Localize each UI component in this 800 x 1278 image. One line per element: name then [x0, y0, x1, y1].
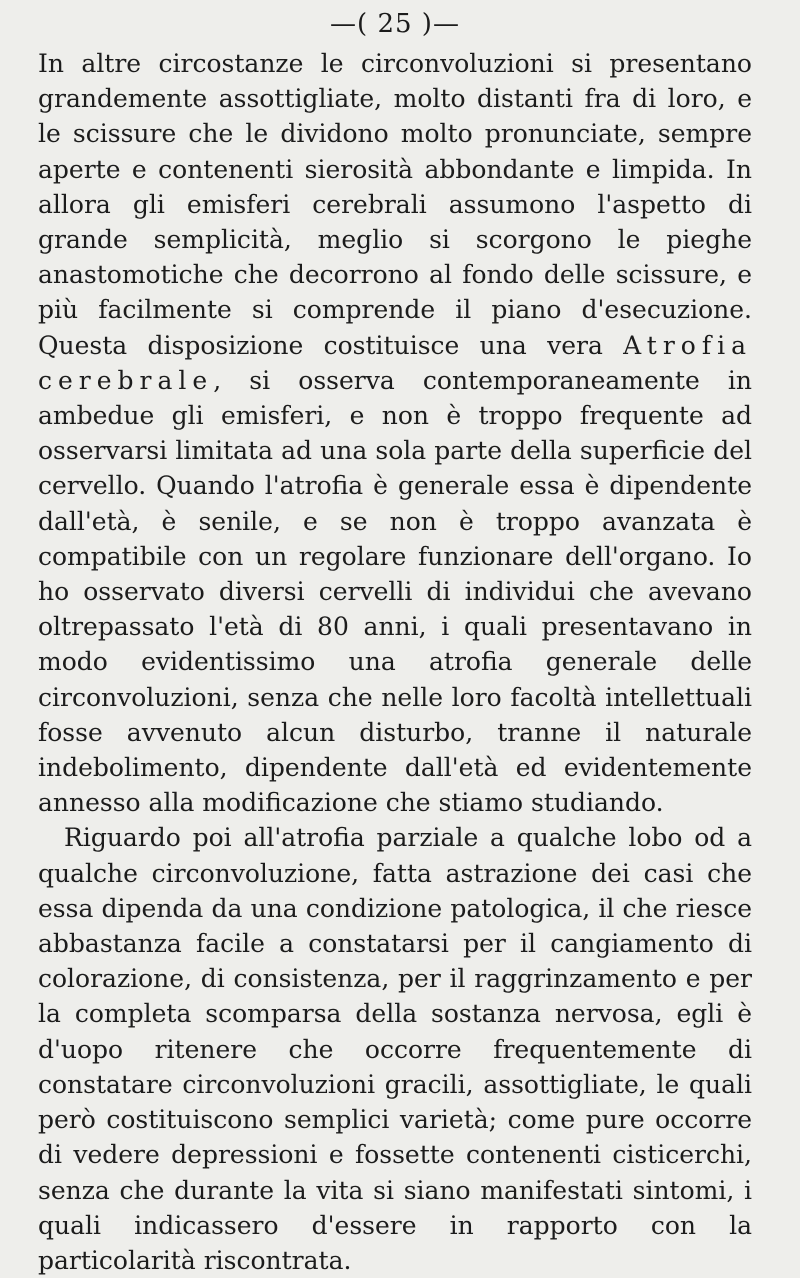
document-page [38, 6, 752, 1278]
paragraph-2: Riguardo poi all'atrofia parziale a qualche lobo od a qualche circonvoluzione, fatta astrazione dei casi che essa dipenda da una condizione patologica, il che riesce abbastanza facile a constatarsi per il cangiamento di colorazione, di consistenza, per il raggrinzamento e per la completa scomparsa della sostanza nervosa, egli è d'uopo ritenere che occorre frequentemente di constatare circonvoluzioni gracili, assottigliate, le quali però costituiscono semplici varietà; come pure occorre di vedere depressioni e fossette contenenti cisticerchi, senza che durante la vita si siano manifestati sintomi, i quali indicassero d'essere in rapporto con la particolarità riscontrata. [38, 823, 752, 1275]
paragraph-1 [38, 46, 752, 820]
paragraph-1-text-before: In altre circostanze le circonvoluzioni si presentano grandemente assottigliate, molto distanti fra di loro, e le scissure che le dividono molto pronunciate, sempre aperte e contenenti sierosità abbondante e limpida. In allora gli emisferi cerebrali assumono l'aspetto di grande semplicità, meglio si scorgono le pieghe anastomotiche che decorrono al fondo delle scissure, e più facilmente si comprende il piano d'esecuzione. Questa disposizione costituisce una vera [38, 49, 752, 360]
body-text [38, 46, 752, 1278]
emphasized-term: Atrofia cerebrale [38, 330, 752, 395]
paragraph-1-text-after: , si osserva contemporaneamente in ambedue gli emisferi, e non è troppo frequente ad osservarsi limitata ad una sola parte della superficie del cervello. Quando l'atrofia è generale essa è dipendente dall'età, è senile, e se non è troppo avanzata è compatibile con un regolare funzionare dell'organo. Io ho osservato diversi cervelli di individui che avevano oltrepassato l'età di 80 anni, i quali presentavano in modo evidentissimo una atrofia generale delle circonvoluzioni, senza che nelle loro facoltà intellettuali fosse avvenuto alcun disturbo, tranne il naturale indebolimento, dipendente dall'età ed evidentemente annesso alla modificazione che stiamo studiando. [38, 365, 752, 818]
page-number: —( 25 )— [330, 9, 460, 39]
